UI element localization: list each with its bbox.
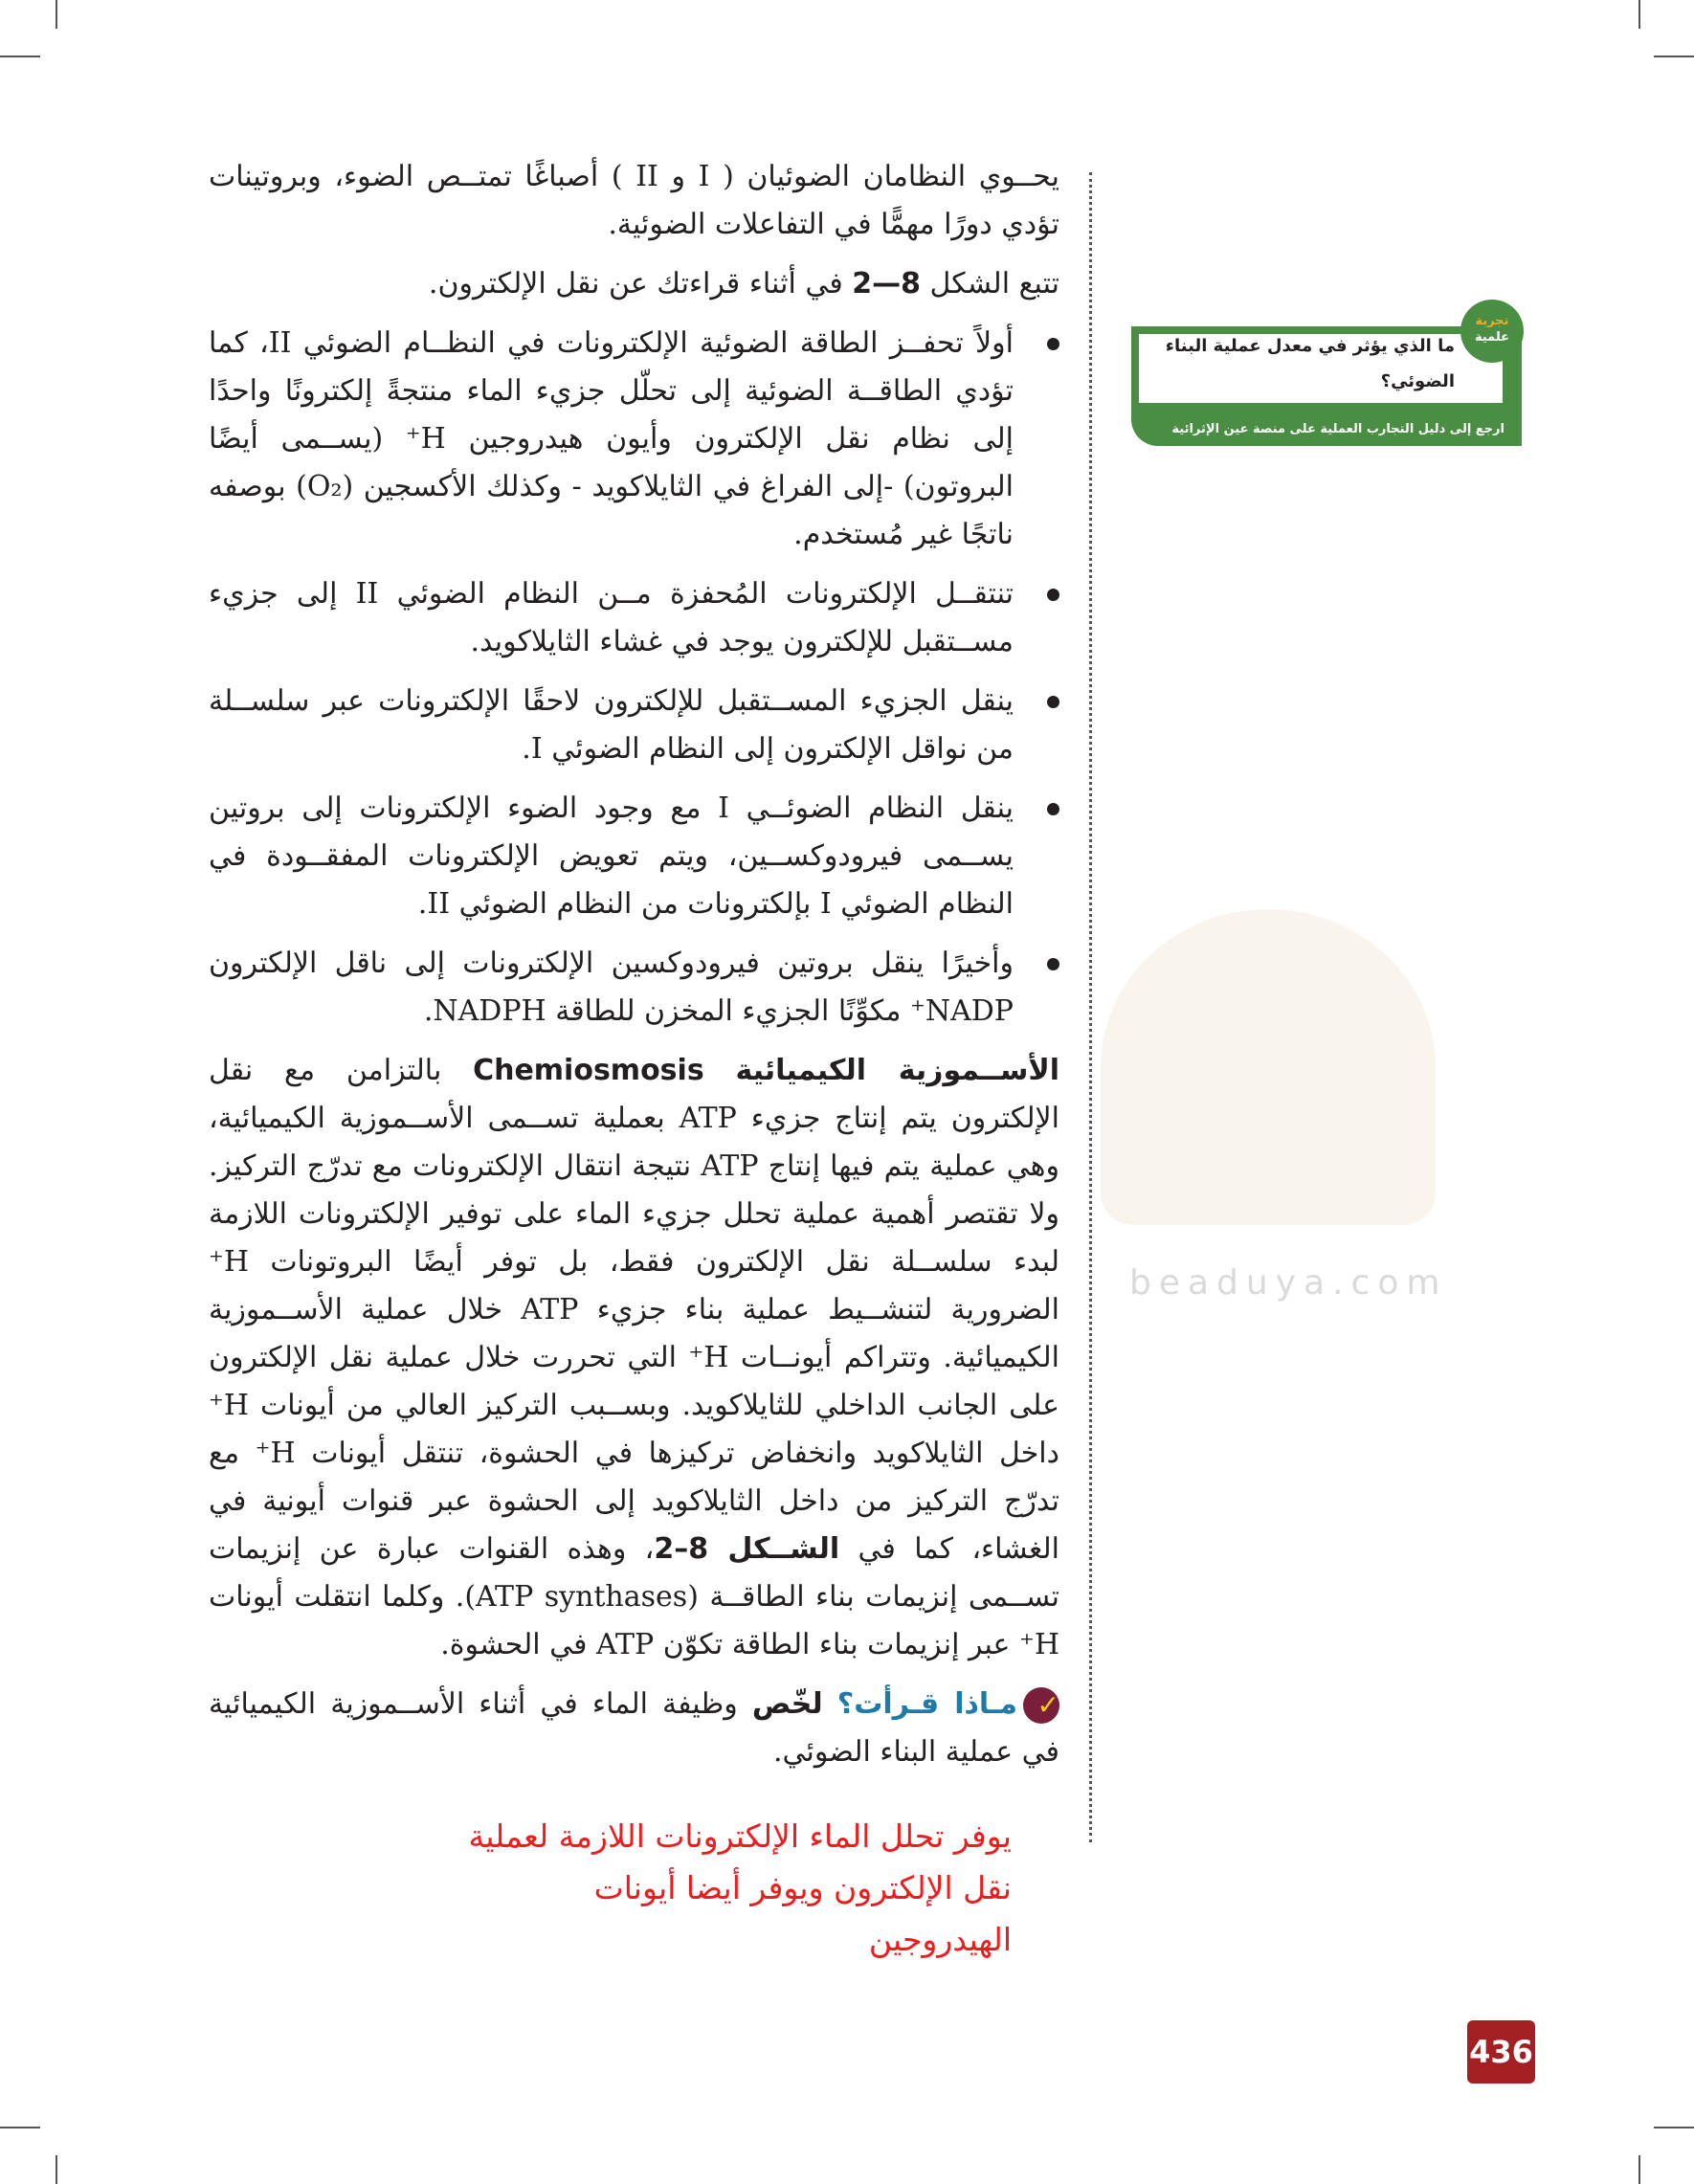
crop-mark [0, 56, 40, 57]
lab-reference: ارجع إلى دليل التجارب العملية على منصة عين الإثرائية [1171, 422, 1505, 436]
lab-badge [1460, 300, 1524, 363]
bullet-text: أولاً تحفــز الطاقة الضوئية الإلكترونات في النظــام الضوئي II، كما تؤدي الطاقــة الضوئية إلى تحلّل جزيء الماء منتجةً إلكترونًا واحدًا إلى نظام نقل الإلكترون وأيون هيدروجين H⁺ (يســمى أيضًا البروتون) -إلى الفراغ في الثايلاكويد - وكذلك الأكسجين (O₂) بوصفه ناتجًا غير مُستخدم. [209, 326, 1014, 551]
reading-check-text: وظيفة الماء في أثناء الأســموزية الكيميائية في عملية البناء الضوئي. [209, 1687, 1059, 1769]
bullet-icon [1047, 803, 1059, 815]
term-arabic: الأســموزية الكيميائية [735, 1054, 1059, 1087]
watermark-text: beaduya.com [1129, 1263, 1448, 1303]
handwritten-answer: يوفر تحلل الماء الإلكترونات اللازمة لعملية نقل الإلكترون ويوفر أيضا أيونات الهيدروجين [468, 1817, 1012, 1958]
crop-mark [56, 2155, 57, 2184]
bullet-icon [1047, 696, 1059, 708]
bullet-text: ينقل النظام الضوئــي I مع وجود الضوء الإلكترونات إلى بروتين يســمى فيرودوكســين، ويتم تعويض الإلكترونات المفقــودة في النظام الضوئي I بإلكترونات من النظام الضوئي II. [209, 791, 1014, 921]
badge-line2: علمية [1474, 330, 1510, 345]
lab-question: ما الذي يؤثر في معدل عملية البناء الضوئي؟ [1165, 336, 1455, 391]
badge-line1: تجربة [1475, 314, 1509, 328]
bullet-item [209, 785, 1059, 928]
reading-check-verb: لخّص [751, 1687, 823, 1721]
reading-check-label: مـاذا قـرأت؟ [836, 1687, 1017, 1721]
bullet-text: ينقل الجزيء المســتقبل للإلكترون لاحقًا الإلكترونات عبر سلســلة من نواقل الإلكترون إلى النظام الضوئي I. [209, 684, 1014, 766]
chemiosmosis-paragraph [209, 1047, 1059, 1669]
crop-mark [1654, 56, 1694, 57]
follow-text: تتبع الشكل [920, 267, 1059, 301]
bullet-item [209, 940, 1059, 1036]
crop-mark [56, 0, 57, 29]
bullet-item [209, 320, 1059, 559]
crop-mark [1638, 0, 1640, 29]
bullet-item [209, 678, 1059, 773]
intro-paragraph: يحــوي النظامان الضوئيان ( I و II ) أصباغًا تمتــص الضوء، وبروتينات تؤدي دورًا مهمًّا في التفاعلات الضوئية. [209, 160, 1059, 241]
lab-callout [1131, 300, 1522, 446]
main-text-column [209, 153, 1059, 1966]
figure-ref: 8—2 [852, 267, 921, 301]
reading-check [209, 1681, 1059, 1776]
crop-mark [1638, 2155, 1640, 2184]
bullet-text: تنتقــل الإلكترونات المُحفزة مــن النظام الضوئي II إلى جزيء مســتقبل للإلكترون يوجد في غشاء الثايلاكويد. [209, 577, 1014, 658]
term-english: Chemiosmosis [473, 1054, 704, 1087]
watermark-logo [1101, 909, 1436, 1225]
chemiosmosis-text: بالتزامن مع نقل الإلكترون يتم إنتاج جزيء ATP بعملية تســمى الأســموزية الكيميائية، وهي عملية يتم فيها إنتاج ATP نتيجة انتقال الإلكترونات مع تدرّج التركيز. ولا تقتصر أهمية عملية تحلل جزيء الماء على توفير الإلكترونات اللازمة لبدء سلســلة نقل الإلكترون فقط، بل توفر أيضًا البروتونات H⁺ الضرورية لتنشــيط عملية بناء جزيء ATP خلال عملية الأســموزية الكيميائية. وتتراكم أيونــات H⁺ التي تحررت خلال عملية نقل الإلكترون على الجانب الداخلي للثايلاكويد. وبســبب التركيز العالي من أيونات H⁺ داخل الثايلاكويد وانخفاض تركيزها في الحشوة، تنتقل أيونات H⁺ مع تدرّج التركيز من داخل الثايلاكويد إلى الحشوة عبر قنوات أيونية في الغشاء، كما في [209, 1054, 1059, 1566]
figure-ref: الشــكل 8–2 [654, 1532, 840, 1566]
bullet-item [209, 570, 1059, 666]
bullet-icon [1047, 338, 1059, 350]
crop-mark [1654, 2127, 1694, 2128]
follow-figure-paragraph [209, 260, 1059, 308]
crop-mark [0, 2127, 40, 2128]
bullet-icon [1047, 958, 1059, 970]
bullet-icon [1047, 589, 1059, 601]
follow-text: في أثناء قراءتك عن نقل الإلكترون. [428, 267, 853, 301]
chemiosmosis-text: ، وهذه القنوات عبارة عن إنزيمات تســمى إنزيمات بناء الطاقــة (ATP synthases). وكلما انتقلت أيونات H⁺ عبر إنزيمات بناء الطاقة تكوّن ATP في الحشوة. [209, 1532, 1059, 1661]
column-divider [1089, 172, 1092, 1842]
checkmark-icon: ✓ [1023, 1687, 1059, 1724]
page-number: 436 [1467, 2020, 1535, 2084]
bullet-text: وأخيرًا ينقل بروتين فيرودوكسين الإلكترونات إلى ناقل الإلكترون NADP⁺ مكوِّنًا الجزيء المخزن للطاقة NADPH. [209, 947, 1014, 1028]
